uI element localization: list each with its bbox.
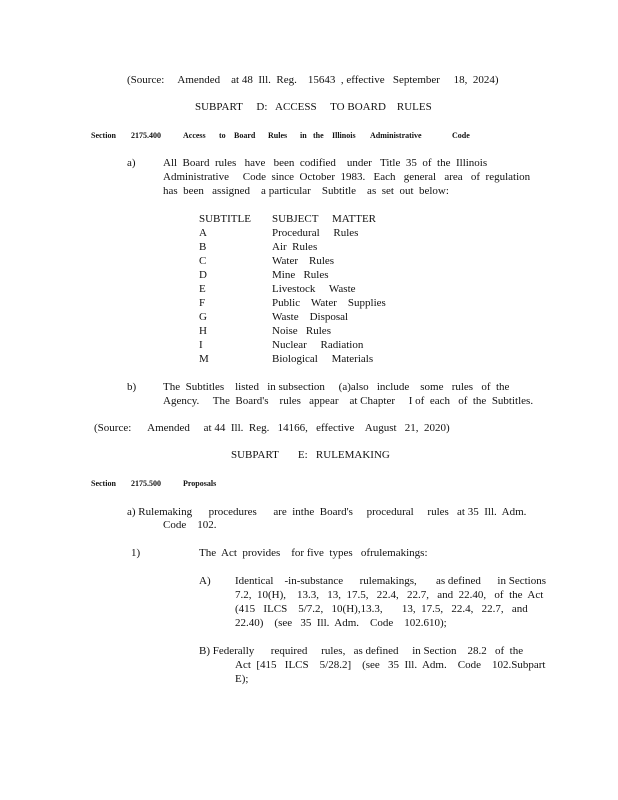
table-cell-code: A xyxy=(199,227,207,239)
item-line: 7.2, 10(H), 13.3, 13, 17.5, 22.4, 22.7, and 22.40, of the Act xyxy=(235,589,544,601)
section-title: Proposals xyxy=(183,479,217,488)
section-title-word: Code xyxy=(452,131,470,140)
paragraph-marker: b) xyxy=(127,381,137,393)
table-cell-code: E xyxy=(199,283,206,295)
section-number: 2175.400 xyxy=(131,131,161,140)
item-line: (415 ILCS 5/7.2, 10(H),13.3, 13, 17.5, 22.4, 22.7, and xyxy=(235,603,528,615)
paragraph-line: Code 102. xyxy=(163,519,217,531)
section-title-word: in xyxy=(300,131,307,140)
table-cell-subject: Mine Rules xyxy=(272,269,329,281)
table-cell-subject: Biological Materials xyxy=(272,353,374,365)
table-cell-code: H xyxy=(199,325,207,337)
table-cell-code: F xyxy=(199,297,206,309)
section-title-word: Rules xyxy=(268,131,288,140)
table-cell-code: I xyxy=(199,339,203,351)
item-line: E); xyxy=(235,673,249,685)
table-cell-code: G xyxy=(199,311,207,323)
table-cell-code: B xyxy=(199,241,207,253)
table-cell-subject: Noise Rules xyxy=(272,325,331,337)
item-line: Identical -in-substance rulemakings, as defined in Sections xyxy=(235,575,546,587)
paragraph-line: The Subtitles listed in subsection (a)also include some rules of the xyxy=(163,381,510,393)
table-cell-subject: Procedural Rules xyxy=(272,227,359,239)
item-marker: A) xyxy=(199,575,211,587)
paragraph-line: Administrative Code since October 1983. Each general area of regulation xyxy=(163,171,531,183)
table-cell-code: C xyxy=(199,255,207,267)
table-cell-subject: Nuclear Radiation xyxy=(272,339,364,351)
section-title-word: the xyxy=(313,131,324,140)
item-line: B) Federally required rules, as defined in Section 28.2 of the xyxy=(199,645,524,657)
item-text: The Act provides for five types ofrulemakings: xyxy=(199,547,428,559)
source-note-2: (Source: Amended at 44 Ill. Reg. 14166, effective August 21, 2020) xyxy=(94,422,450,434)
subpart-d-heading: SUBPART D: ACCESS TO BOARD RULES xyxy=(195,101,432,113)
section-label: Section xyxy=(91,479,116,488)
paragraph-line: has been assigned a particular Subtitle as set out below: xyxy=(163,185,449,197)
table-cell-subject: Livestock Waste xyxy=(272,283,356,295)
paragraph-line: All Board rules have been codified under Title 35 of the Illinois xyxy=(163,157,488,169)
section-title-word: to xyxy=(219,131,226,140)
table-cell-subject: Air Rules xyxy=(272,241,318,253)
section-title-word: Administrative xyxy=(370,131,422,140)
table-header-subject: SUBJECT MATTER xyxy=(272,213,377,225)
paragraph-line: a) Rulemaking procedures are inthe Board's procedural rules at 35 Ill. Adm. xyxy=(127,506,527,518)
paragraph-line: Agency. The Board's rules appear at Chapter I of each of the Subtitles. xyxy=(163,395,534,407)
section-label: Section xyxy=(91,131,116,140)
table-cell-subject: Waste Disposal xyxy=(272,311,349,323)
section-number: 2175.500 xyxy=(131,479,161,488)
item-line: Act [415 ILCS 5/28.2] (see 35 Ill. Adm. Code 102.Subpart xyxy=(235,659,546,671)
section-title-word: Board xyxy=(234,131,256,140)
source-note-1: (Source: Amended at 48 Ill. Reg. 15643 , effective September 18, 2024) xyxy=(127,74,499,86)
section-title-word: Access xyxy=(183,131,206,140)
item-marker: 1) xyxy=(131,547,141,559)
section-title-word: Illinois xyxy=(332,131,356,140)
table-cell-subject: Public Water Supplies xyxy=(272,297,386,309)
table-cell-code: D xyxy=(199,269,207,281)
subpart-e-heading: SUBPART E: RULEMAKING xyxy=(231,449,390,461)
table-cell-subject: Water Rules xyxy=(272,255,335,267)
table-header-subtitle: SUBTITLE xyxy=(199,213,251,225)
paragraph-marker: a) xyxy=(127,157,136,169)
item-line: 22.40) (see 35 Ill. Adm. Code 102.610); xyxy=(235,617,447,629)
table-cell-code: M xyxy=(199,353,209,365)
